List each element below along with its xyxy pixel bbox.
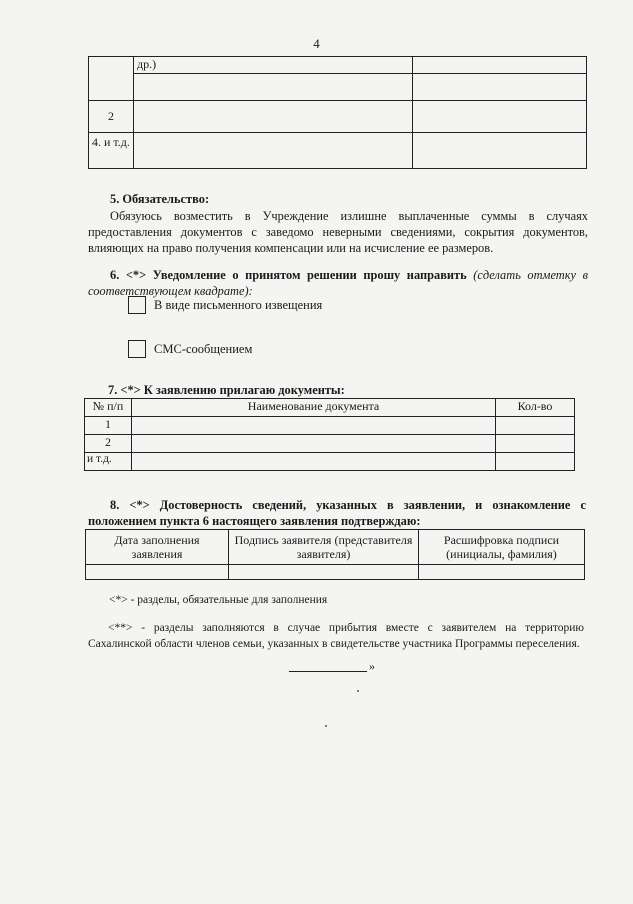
page-number: 4	[313, 36, 320, 51]
column-header-number: № п/п	[85, 399, 132, 417]
column-header-doc-name: Наименование документа	[132, 399, 496, 417]
signature-cell[interactable]	[229, 565, 419, 580]
section8-heading: 8. <*> Достоверность сведений, указанных в заявлении, и ознакомление с положением пункта 6 настоящего заявления подтверждаю:	[88, 498, 586, 528]
table-cell	[413, 133, 587, 169]
section5-text: Обязуюсь возместить в Учреждение излишне выплаченные суммы в случаях предоставления документов с заведомо неверными сведениями, сокрытия документов, влияющих на право получения компенсации или на исчисление ее размеров.	[88, 209, 588, 255]
section5-heading: 5. Обязательство:	[110, 192, 210, 206]
table-cell	[413, 101, 587, 133]
table-cell	[134, 133, 413, 169]
closing-quote: »	[369, 659, 375, 673]
table-row	[89, 133, 587, 169]
column-header-signature: Подпись заявителя (представителя заявителя)	[229, 530, 419, 565]
table-cell: и т.д.	[85, 453, 132, 471]
continuation-table	[88, 56, 587, 169]
table-cell	[413, 57, 587, 74]
documents-table	[84, 398, 575, 471]
table-header-row	[85, 399, 575, 417]
table-header-row	[86, 530, 585, 565]
column-header-date: Дата заполнения заявления	[86, 530, 229, 565]
table-cell: др.)	[134, 57, 413, 74]
table-cell: 2	[89, 101, 134, 133]
table-cell	[496, 453, 575, 471]
checkbox-written-notice[interactable]	[128, 296, 146, 314]
section6-note: (сделать отметку в соответствующем квадрате):	[88, 268, 588, 298]
table-cell: 2	[85, 435, 132, 453]
signature-decoding-cell[interactable]	[419, 565, 585, 580]
table-cell	[496, 417, 575, 435]
confirmation-table	[85, 529, 585, 580]
signature-line	[289, 671, 367, 672]
table-cell	[496, 435, 575, 453]
date-cell[interactable]	[86, 565, 229, 580]
table-row	[85, 453, 575, 471]
table-cell	[132, 435, 496, 453]
column-header-qty: Кол-во	[496, 399, 575, 417]
table-cell	[413, 74, 587, 101]
table-row	[89, 74, 587, 101]
table-row	[85, 417, 575, 435]
column-header-signature-decoding: Расшифровка подписи (инициалы, фамилия)	[419, 530, 585, 565]
section6-heading: 6. <*> Уведомление о принятом решении прошу направить	[110, 268, 467, 282]
scan-speck	[357, 690, 359, 692]
section6-text	[88, 267, 588, 299]
table-row	[89, 101, 587, 133]
table-cell	[134, 101, 413, 133]
table-cell	[89, 57, 134, 101]
table-row	[85, 435, 575, 453]
checkbox-sms[interactable]	[128, 340, 146, 358]
scan-speck	[325, 725, 327, 727]
table-cell	[132, 453, 496, 471]
option-written-notice-label: В виде письменного извещения	[154, 298, 323, 312]
footnote-family-members: <**> - разделы заполняются в случае прибытия вместе с заявителем на территорию Сахалинской области членов семьи, указанных в свидетельстве участника Программы переселения.	[88, 622, 584, 650]
table-row	[89, 57, 587, 74]
table-row	[86, 565, 585, 580]
table-cell	[134, 74, 413, 101]
section7-heading: 7. <*> К заявлению прилагаю документы:	[108, 383, 345, 397]
footnote-required: <*> - разделы, обязательные для заполнения	[109, 594, 328, 606]
table-cell: 1	[85, 417, 132, 435]
table-cell	[132, 417, 496, 435]
table-cell: 4. и т.д.	[89, 133, 134, 169]
option-sms-label: СМС-сообщением	[154, 342, 253, 356]
